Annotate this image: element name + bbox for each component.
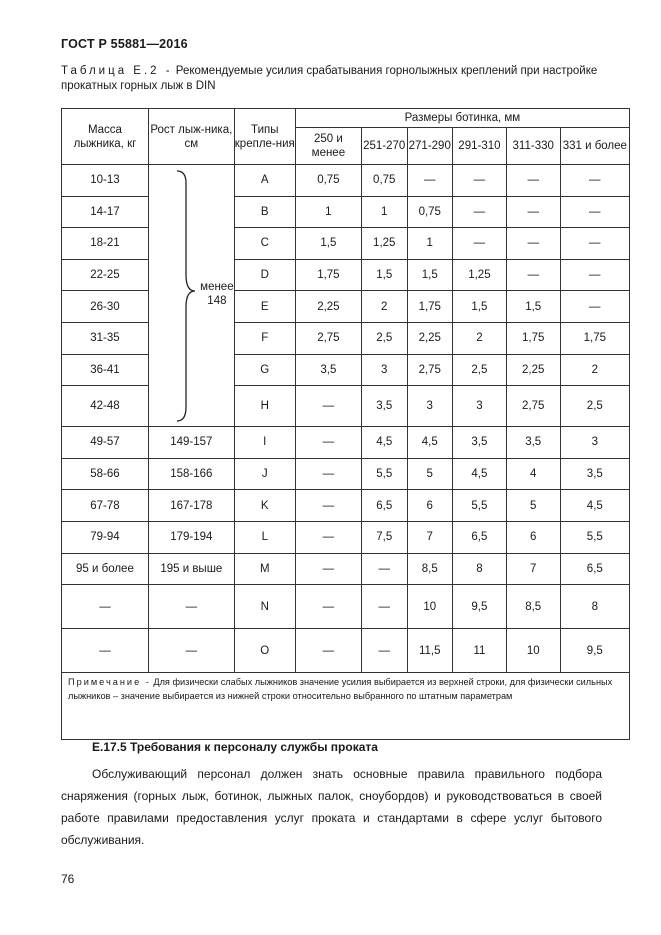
mass-cell: 18-21	[62, 228, 149, 260]
din-settings-table	[61, 108, 630, 740]
note-label: Примечание -	[68, 677, 151, 688]
value-cell: 1	[407, 228, 453, 260]
height-brace-cell	[148, 165, 234, 427]
mass-cell: —	[62, 585, 149, 629]
binding-type-cell: C	[234, 228, 295, 260]
value-cell: 3	[453, 386, 507, 427]
value-cell: —	[361, 585, 407, 629]
value-cell: —	[560, 259, 629, 291]
mass-cell: 26-30	[62, 291, 149, 323]
value-cell: 10	[407, 585, 453, 629]
value-cell: 2,25	[407, 322, 453, 354]
value-cell: 6,5	[560, 553, 629, 585]
value-cell: 2,5	[361, 322, 407, 354]
value-cell: 2,25	[295, 291, 361, 323]
value-cell: 8,5	[506, 585, 560, 629]
value-cell: 4,5	[361, 427, 407, 459]
value-cell: 8	[453, 553, 507, 585]
value-cell: —	[361, 629, 407, 673]
value-cell: 6,5	[453, 521, 507, 553]
value-cell: —	[295, 629, 361, 673]
value-cell: —	[407, 165, 453, 197]
header-boot-col: 291-310	[453, 128, 507, 165]
value-cell: 2,75	[506, 386, 560, 427]
value-cell: 2,5	[560, 386, 629, 427]
height-cell: 167-178	[148, 490, 234, 522]
value-cell: 11	[453, 629, 507, 673]
value-cell: 1,75	[295, 259, 361, 291]
mass-cell: 79-94	[62, 521, 149, 553]
mass-cell: 31-35	[62, 322, 149, 354]
header-boot-col: 271-290	[407, 128, 453, 165]
value-cell: —	[506, 259, 560, 291]
value-cell: 3,5	[560, 458, 629, 490]
value-cell: —	[560, 228, 629, 260]
table-row	[62, 386, 630, 427]
brace-label: менее 148	[200, 281, 234, 307]
value-cell: 7,5	[361, 521, 407, 553]
header-boot-col: 331 и более	[560, 128, 629, 165]
value-cell: —	[453, 228, 507, 260]
table-row	[62, 322, 630, 354]
value-cell: —	[506, 196, 560, 228]
height-cell: 179-194	[148, 521, 234, 553]
table-row	[62, 629, 630, 673]
mass-cell: 42-48	[62, 386, 149, 427]
table-row	[62, 553, 630, 585]
value-cell: 4	[506, 458, 560, 490]
value-cell: 8,5	[407, 553, 453, 585]
value-cell: 2	[560, 354, 629, 386]
section-title: Е.17.5 Требования к персоналу службы проката	[92, 740, 378, 754]
value-cell: 6	[407, 490, 453, 522]
mass-cell: 95 и более	[62, 553, 149, 585]
value-cell: 3	[560, 427, 629, 459]
value-cell: —	[295, 427, 361, 459]
value-cell: 9,5	[560, 629, 629, 673]
table-row	[62, 490, 630, 522]
value-cell: 1,5	[407, 259, 453, 291]
value-cell: —	[295, 585, 361, 629]
value-cell: 2,75	[407, 354, 453, 386]
table-row	[62, 427, 630, 459]
body-paragraph	[61, 763, 602, 851]
table-row	[62, 228, 630, 260]
value-cell: 2,75	[295, 322, 361, 354]
value-cell: 6,5	[361, 490, 407, 522]
value-cell: 4,5	[560, 490, 629, 522]
value-cell: 2	[453, 322, 507, 354]
value-cell: 1	[295, 196, 361, 228]
value-cell: 1,5	[295, 228, 361, 260]
binding-type-cell: A	[234, 165, 295, 197]
value-cell: 0,75	[361, 165, 407, 197]
binding-type-cell: E	[234, 291, 295, 323]
note-text: Для физически слабых лыжников значение усилия выбирается из верхней строки, для физически сильных лыжников – значение выбирается из нижней строки относительно выбранного по штатным параметрам	[68, 677, 613, 702]
mass-cell: 22-25	[62, 259, 149, 291]
table-row	[62, 585, 630, 629]
value-cell: 3,5	[361, 386, 407, 427]
table-row	[62, 196, 630, 228]
height-cell: 158-166	[148, 458, 234, 490]
header-boot-sizes: Размеры ботинка, мм	[295, 109, 629, 128]
header-binding-type: Типы крепле-ния	[234, 109, 295, 165]
value-cell: 1	[361, 196, 407, 228]
value-cell: —	[295, 553, 361, 585]
value-cell: —	[506, 165, 560, 197]
value-cell: 5	[506, 490, 560, 522]
value-cell: 1,5	[453, 291, 507, 323]
value-cell: —	[453, 196, 507, 228]
mass-cell: —	[62, 629, 149, 673]
value-cell: 3,5	[506, 427, 560, 459]
value-cell: 1,75	[560, 322, 629, 354]
header-boot-col: 311-330	[506, 128, 560, 165]
value-cell: 11,5	[407, 629, 453, 673]
binding-type-cell: J	[234, 458, 295, 490]
document-header: ГОСТ Р 55881—2016	[61, 37, 188, 51]
mass-cell: 58-66	[62, 458, 149, 490]
value-cell: —	[295, 458, 361, 490]
value-cell: 1,5	[361, 259, 407, 291]
value-cell: 2,25	[506, 354, 560, 386]
table-row	[62, 354, 630, 386]
table-row	[62, 291, 630, 323]
table-note	[62, 673, 630, 740]
binding-type-cell: G	[234, 354, 295, 386]
mass-cell: 67-78	[62, 490, 149, 522]
binding-type-cell: D	[234, 259, 295, 291]
table-row	[62, 259, 630, 291]
value-cell: 7	[407, 521, 453, 553]
binding-type-cell: L	[234, 521, 295, 553]
header-boot-col: 251-270	[361, 128, 407, 165]
value-cell: —	[560, 291, 629, 323]
page-number: 76	[61, 872, 75, 886]
binding-type-cell: H	[234, 386, 295, 427]
table-row	[62, 165, 630, 197]
value-cell: 3	[407, 386, 453, 427]
mass-cell: 36-41	[62, 354, 149, 386]
binding-type-cell: K	[234, 490, 295, 522]
value-cell: 0,75	[295, 165, 361, 197]
value-cell: 7	[506, 553, 560, 585]
value-cell: 1,75	[407, 291, 453, 323]
binding-type-cell: B	[234, 196, 295, 228]
value-cell: —	[295, 490, 361, 522]
value-cell: 5,5	[361, 458, 407, 490]
value-cell: 2,5	[453, 354, 507, 386]
header-height: Рост лыж-ника, см	[148, 109, 234, 165]
table-row	[62, 458, 630, 490]
value-cell: —	[560, 196, 629, 228]
height-cell: —	[148, 629, 234, 673]
value-cell: 6	[506, 521, 560, 553]
value-cell: 1,25	[361, 228, 407, 260]
value-cell: 3,5	[295, 354, 361, 386]
table-row	[62, 521, 630, 553]
header-boot-col: 250 и менее	[295, 128, 361, 165]
value-cell: 5,5	[453, 490, 507, 522]
value-cell: 3,5	[453, 427, 507, 459]
height-cell: —	[148, 585, 234, 629]
caption-label: Таблица Е.2 -	[61, 65, 173, 77]
value-cell: —	[506, 228, 560, 260]
value-cell: 5,5	[560, 521, 629, 553]
value-cell: 1,75	[506, 322, 560, 354]
value-cell: 4,5	[453, 458, 507, 490]
binding-type-cell: I	[234, 427, 295, 459]
value-cell: —	[453, 165, 507, 197]
value-cell: 10	[506, 629, 560, 673]
value-cell: —	[295, 521, 361, 553]
binding-type-cell: F	[234, 322, 295, 354]
caption-text: Рекомендуемые усилия срабатывания горнолыжных креплений при настройке прокатных горных лыж в DIN	[61, 65, 598, 92]
header-mass: Масса лыжника, кг	[62, 109, 149, 165]
value-cell: 2	[361, 291, 407, 323]
value-cell: 3	[361, 354, 407, 386]
binding-type-cell: N	[234, 585, 295, 629]
binding-type-cell: O	[234, 629, 295, 673]
value-cell: 4,5	[407, 427, 453, 459]
value-cell: 1,5	[506, 291, 560, 323]
binding-type-cell: M	[234, 553, 295, 585]
height-cell: 195 и выше	[148, 553, 234, 585]
value-cell: —	[361, 553, 407, 585]
paragraph-text: Обслуживающий персонал должен знать основные правила правильного подбора снаряжения (горных лыж, ботинок, лыжных палок, сноубордов) и руководствоваться в своей работе правилами предоставления услуг проката и стандартами в сфере услуг бытового обслуживания.	[61, 767, 602, 847]
value-cell: 0,75	[407, 196, 453, 228]
height-cell: 149-157	[148, 427, 234, 459]
value-cell: —	[295, 386, 361, 427]
mass-cell: 10-13	[62, 165, 149, 197]
value-cell: 5	[407, 458, 453, 490]
table-caption	[61, 64, 601, 94]
mass-cell: 49-57	[62, 427, 149, 459]
mass-cell: 14-17	[62, 196, 149, 228]
value-cell: —	[560, 165, 629, 197]
value-cell: 8	[560, 585, 629, 629]
value-cell: 9,5	[453, 585, 507, 629]
value-cell: 1,25	[453, 259, 507, 291]
